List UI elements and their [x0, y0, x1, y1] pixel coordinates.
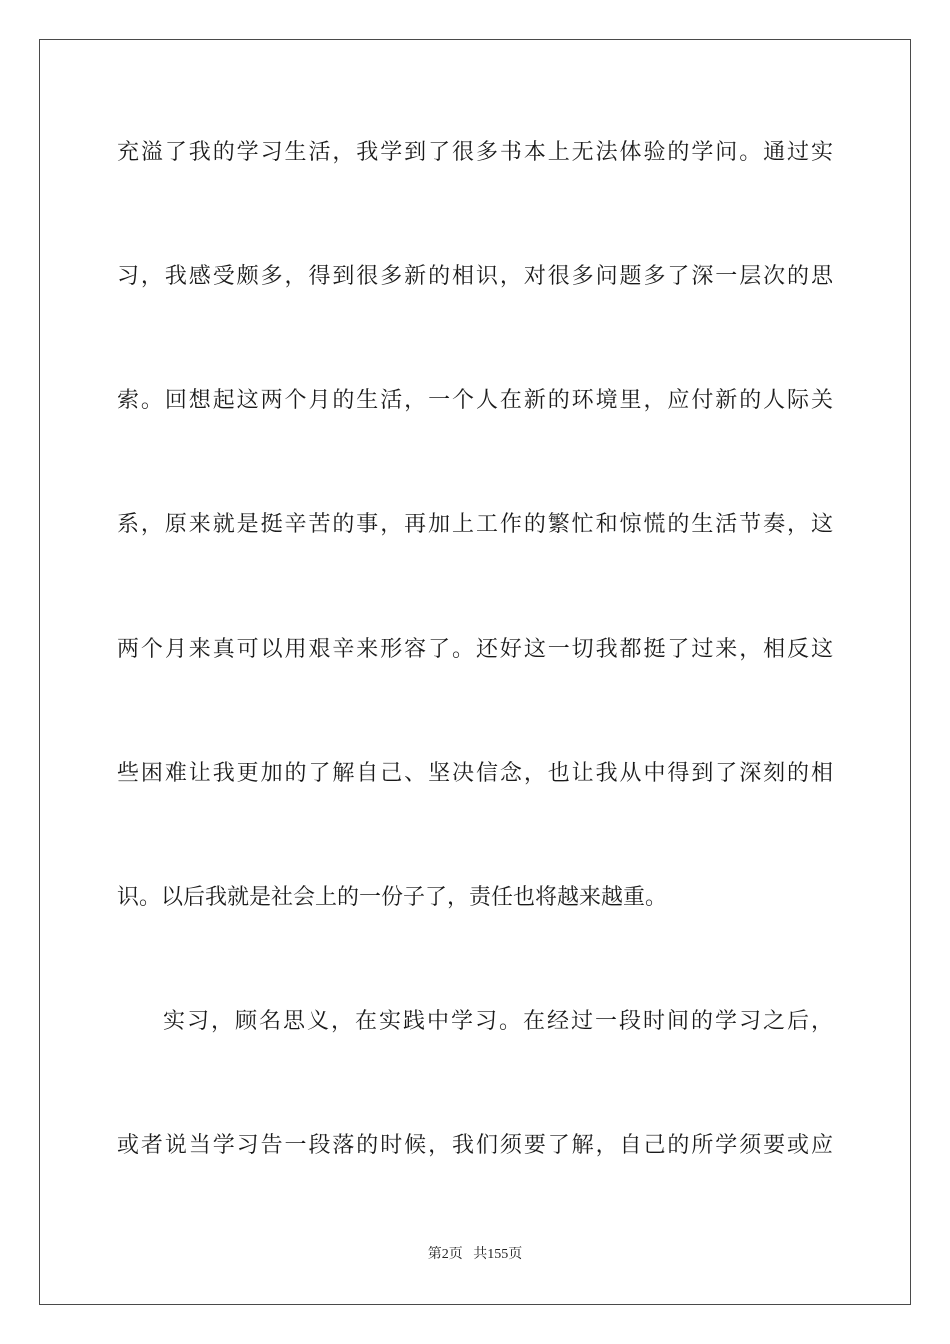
page-border: [39, 39, 911, 1305]
page-footer: [0, 1245, 950, 1265]
paragraph-line: 识。以后我就是社会上的一份子了，责任也将越来越重。: [117, 885, 668, 910]
paragraph-line: 习，我感受颇多，得到很多新的相识，对很多问题多了深一层次的思: [117, 264, 833, 289]
paragraph-line: 充溢了我的学习生活，我学到了很多书本上无法体验的学问。通过实: [117, 140, 833, 165]
paragraph-line: 些困难让我更加的了解自己、坚决信念，也让我从中得到了深刻的相: [117, 761, 833, 786]
paragraph-line: 两个月来真可以用艰辛来形容了。还好这一切我都挺了过来，相反这: [117, 637, 833, 662]
page-number: 第2页: [427, 1247, 463, 1262]
paragraph-line: 实习，顾名思义，在实践中学习。在经过一段时间的学习之后，: [163, 1009, 833, 1034]
paragraph-line: 索。回想起这两个月的生活，一个人在新的环境里，应付新的人际关: [117, 388, 833, 413]
paragraph-line: 或者说当学习告一段落的时候，我们须要了解，自己的所学须要或应: [117, 1133, 833, 1158]
paragraph-line: 系，原来就是挺辛苦的事，再加上工作的繁忙和惊慌的生活节奏，这: [117, 512, 833, 537]
page-total: 共155页: [473, 1247, 523, 1262]
